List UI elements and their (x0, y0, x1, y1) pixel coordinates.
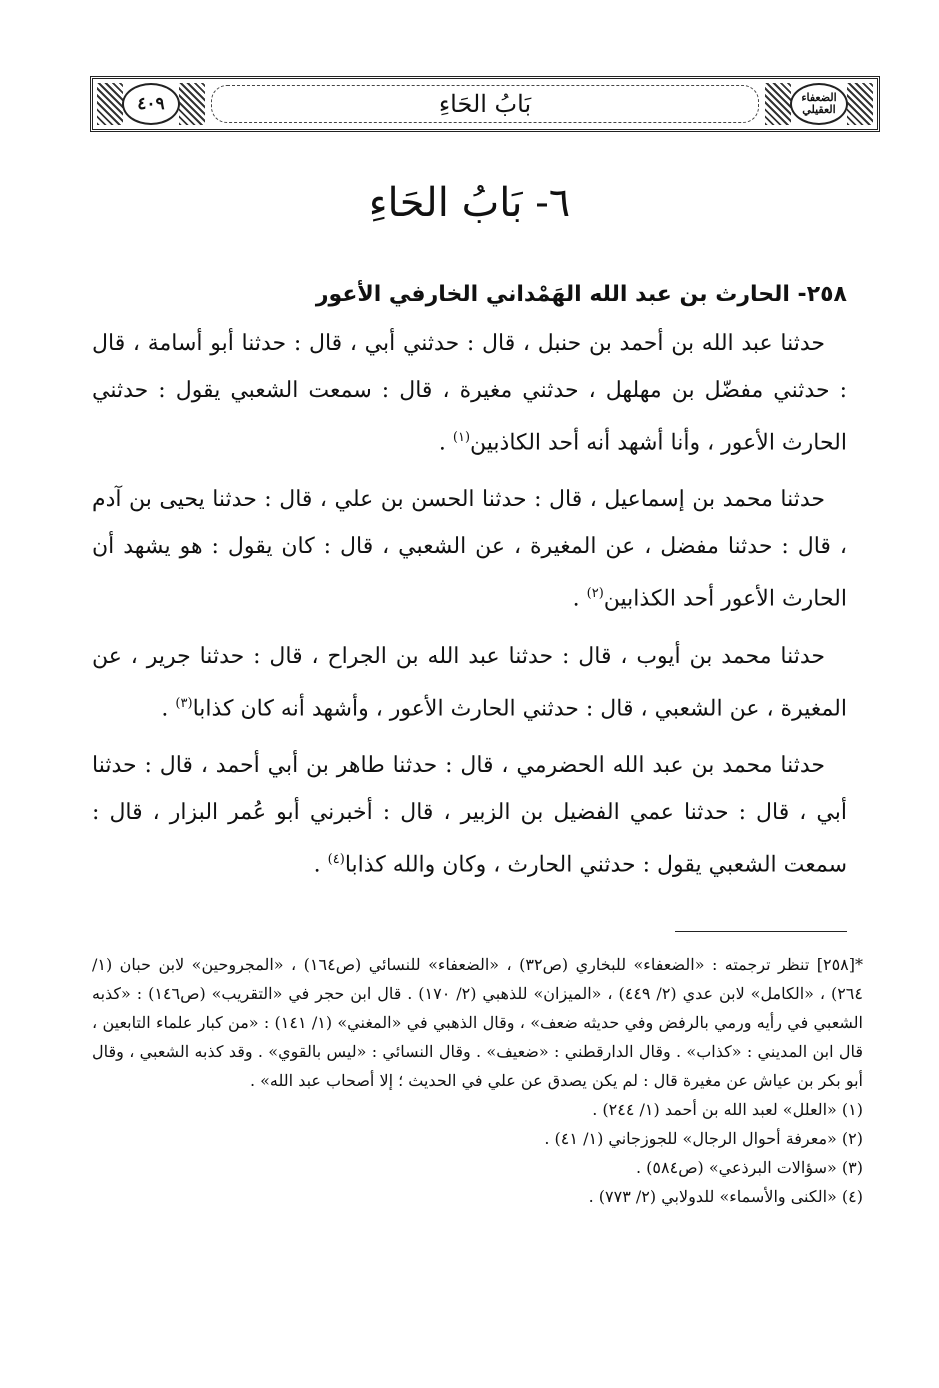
footnote: (٤) «الكنى والأسماء» للدولابي (٢/ ٧٧٣) . (588, 1187, 863, 1206)
footnote: (٢) «معرفة أحوال الرجال» للجوزجاني (١/ ٤١) . (544, 1129, 863, 1148)
paragraph: حدثنا محمد بن أيوب ، قال : حدثنا عبد الله بن الجراح ، قال : حدثنا جرير ، عن المغيرة ، عن الشعبي ، قال : حدثني الحارث الأعور ، وأشهد أنه كان كذابا$^{(٣)}$ . (92, 643, 847, 721)
footnote-ref[interactable]: (٤) (327, 851, 345, 867)
paragraph: حدثنا عبد الله بن أحمد بن حنبل ، قال : حدثني أبي ، قال : حدثنا أبو أسامة ، قال : حدثني مفضّل بن مهلهل ، حدثني مغيرة ، قال : سمعت الشعبي يقول : حدثني الحارث الأعور ، وأنا أشهد أنه أحد الكاذبين$^{(١)}$ . (92, 331, 847, 456)
page-number: ٤٠٩ (122, 83, 180, 125)
page-number-ornament (97, 83, 205, 125)
footnotes (92, 950, 863, 1211)
book-logo: الضعفاء العقيلي (790, 83, 848, 125)
footnote-divider (675, 931, 847, 932)
footnote-main: *[٢٥٨] تنظر ترجمته : «الضعفاء» للبخاري (ص٣٢) ، «الضعفاء» للنسائي (ص١٦٤) ، «المجروحين» لابن حبان (١/ ٢٦٤) ، «الكامل» لابن عدي (٢/ ٤٤٩) ، «الميزان» للذهبي (٢/ ١٧٠) . قال ابن حجر في «التقريب» (ص١٤٦) : «كذبه الشعبي في رأيه ورمي بالرفض وفي حديثه ضعف» ، وقال الذهبي في «المغني» (١/ ١٤١) : «من كبار علماء التابعين ، قال ابن المديني : «كذاب» . وقال الدارقطني : «ضعيف» . وقال النسائي : «ليس بالقوي» . وقد كذبه الشعبي ، وقال أبو بكر بن عياش عن مغيرة قال : لم يكن يصدق عن علي في الحديث ؛ إلا أصحاب عبد الله» . (92, 955, 864, 1090)
footnote-ref[interactable]: (٣) (175, 695, 193, 711)
footnote-ref[interactable]: (١) (452, 430, 471, 445)
chapter-title: ٦- بَابُ الحَاءِ (368, 180, 571, 226)
paragraph: حدثنا محمد بن عبد الله الحضرمي ، قال : حدثنا طاهر بن أبي أحمد ، قال : حدثنا أبي ، قال : حدثنا عمي الفضيل بن الزبير ، قال : أخبرني أبو عُمر البزار ، قال : سمعت الشعبي يقول : حدثني الحارث ، وكان والله كذابا$^{(٤)}$ . (92, 752, 847, 878)
entry-title: ٢٥٨- الحارث بن عبد الله الهَمْداني الخارفي الأعور (315, 282, 847, 307)
page-header-frame (90, 76, 880, 132)
footnote: (١) «العلل» لعبد الله بن أحمد (١/ ٢٤٤) . (592, 1100, 863, 1119)
paragraph: حدثنا محمد بن إسماعيل ، قال : حدثنا الحسن بن علي ، قال : حدثنا يحيى بن آدم ، قال : حدثنا مفضل ، عن المغيرة ، عن الشعبي ، قال : كان يقول : هو يشهد أن الحارث الأعور أحد الكذابين$^{(٢)}$ . (92, 487, 847, 612)
footnote-ref[interactable]: (٢) (586, 586, 604, 602)
main-text (92, 320, 847, 898)
footnote: (٣) «سؤالات البرذعي» (ص٥٨٤) . (636, 1158, 863, 1177)
header-logo-ornament (765, 83, 873, 125)
running-title: بَابُ الحَاءِ (211, 85, 759, 123)
